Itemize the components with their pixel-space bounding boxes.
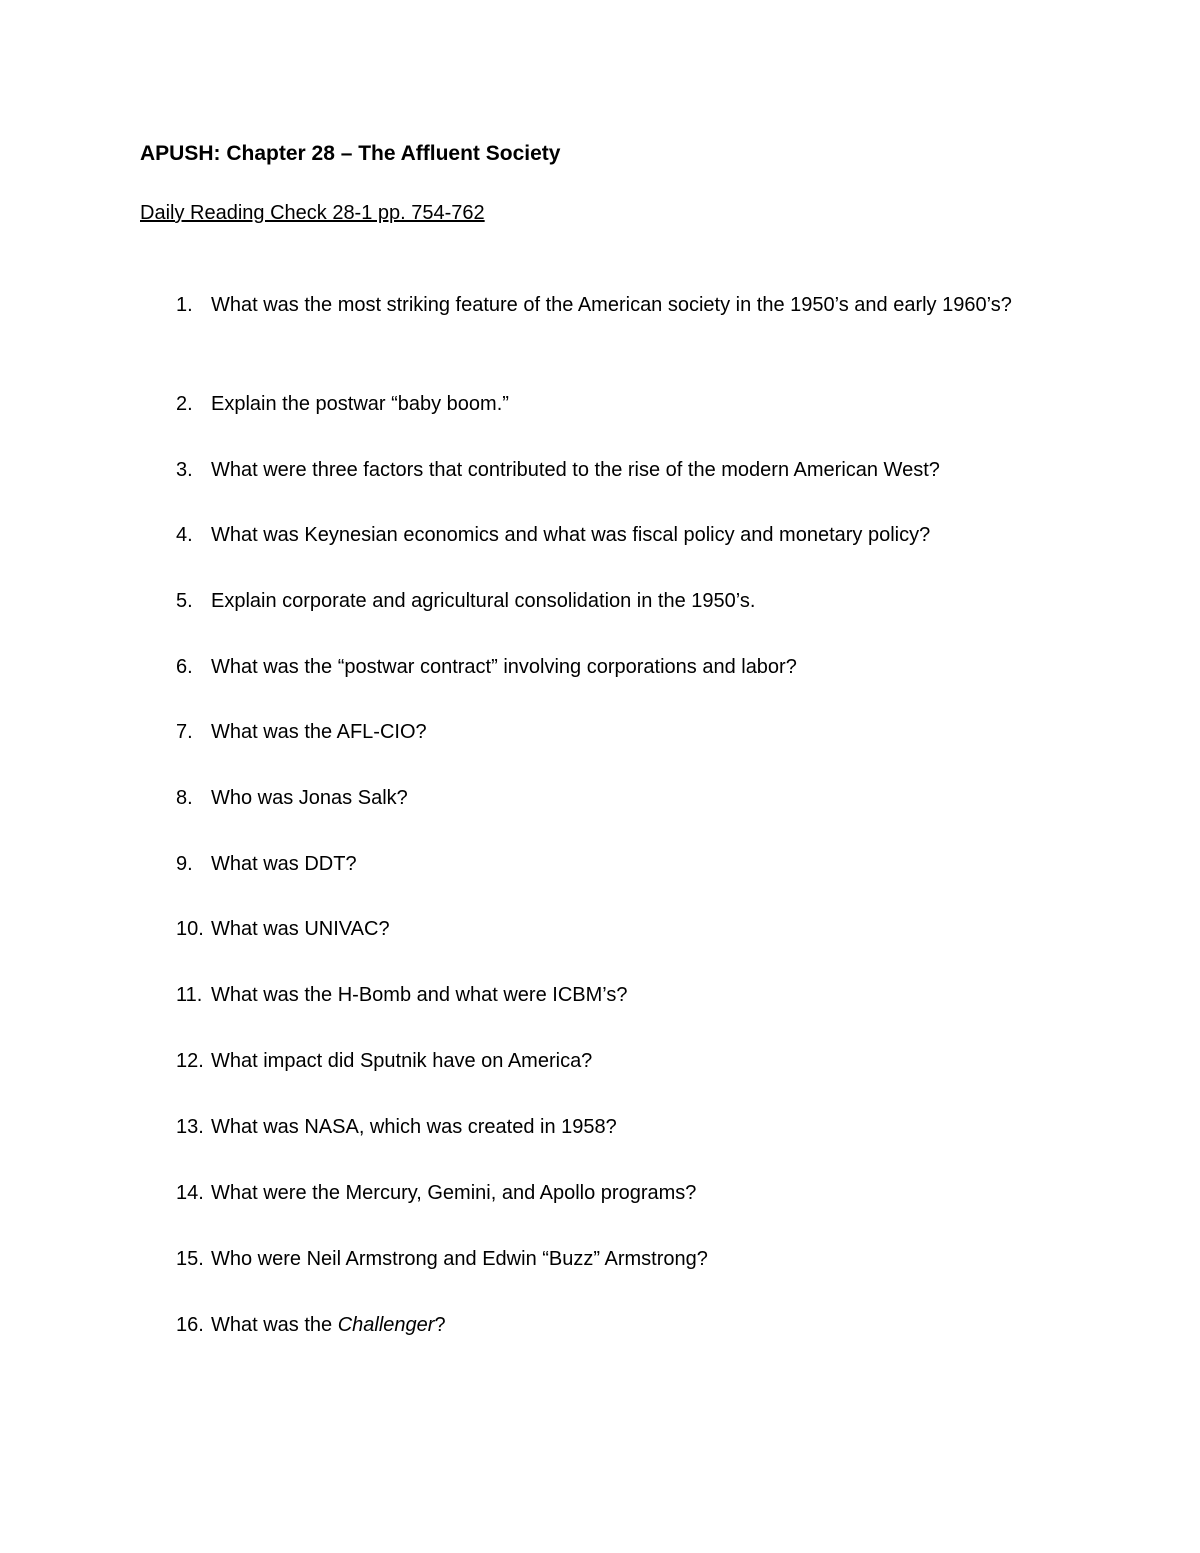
question-text: What was the H-Bomb and what were ICBM’s? bbox=[211, 984, 628, 1006]
question-text-suffix: ? bbox=[434, 1314, 446, 1336]
page-subtitle: Daily Reading Check 28-1 pp. 754-762 bbox=[140, 202, 485, 224]
question-number: 14. bbox=[176, 1182, 204, 1204]
question-text: What was UNIVAC? bbox=[211, 918, 390, 940]
question-number: 13. bbox=[176, 1116, 204, 1138]
question-text: Who was Jonas Salk? bbox=[211, 787, 408, 809]
question-text: What was the AFL-CIO? bbox=[211, 721, 427, 743]
question-text: What were the Mercury, Gemini, and Apollo programs? bbox=[211, 1182, 697, 1204]
question-number: 8. bbox=[176, 787, 193, 809]
question-text: Explain the postwar “baby boom.” bbox=[211, 393, 509, 415]
question-text: What was the most striking feature of the American society in the 1950’s and early 1960’s? bbox=[211, 294, 1012, 316]
question-text: Who were Neil Armstrong and Edwin “Buzz” Armstrong? bbox=[211, 1248, 708, 1270]
question-number: 16. bbox=[176, 1314, 204, 1336]
question-text-italic: Challenger bbox=[337, 1314, 435, 1336]
question-number: 6. bbox=[176, 656, 193, 678]
question-text: Explain corporate and agricultural consolidation in the 1950’s. bbox=[211, 590, 756, 612]
question-number: 12. bbox=[176, 1050, 204, 1072]
question-number: 15. bbox=[176, 1248, 204, 1270]
question-number: 1. bbox=[176, 294, 193, 316]
question-number: 9. bbox=[176, 853, 193, 875]
question-number: 2. bbox=[176, 393, 193, 415]
page-title: APUSH: Chapter 28 – The Affluent Society bbox=[140, 142, 561, 165]
question-number: 3. bbox=[176, 459, 193, 481]
question-text: What was NASA, which was created in 1958? bbox=[211, 1116, 617, 1138]
question-number: 5. bbox=[176, 590, 193, 612]
question-text: What was the “postwar contract” involving corporations and labor? bbox=[211, 656, 797, 678]
question-number: 10. bbox=[176, 918, 204, 940]
question-text: What was Keynesian economics and what was fiscal policy and monetary policy? bbox=[211, 524, 931, 546]
question-number: 7. bbox=[176, 721, 193, 743]
question-number: 4. bbox=[176, 524, 193, 546]
question-number: 11. bbox=[176, 984, 203, 1006]
question-text: What was DDT? bbox=[211, 853, 357, 875]
question-text bbox=[211, 1308, 1031, 1342]
question-text: What were three factors that contributed to the rise of the modern American West? bbox=[211, 459, 940, 481]
question-text-prefix: What was the bbox=[211, 1314, 338, 1336]
question-text: What impact did Sputnik have on America? bbox=[211, 1050, 593, 1072]
